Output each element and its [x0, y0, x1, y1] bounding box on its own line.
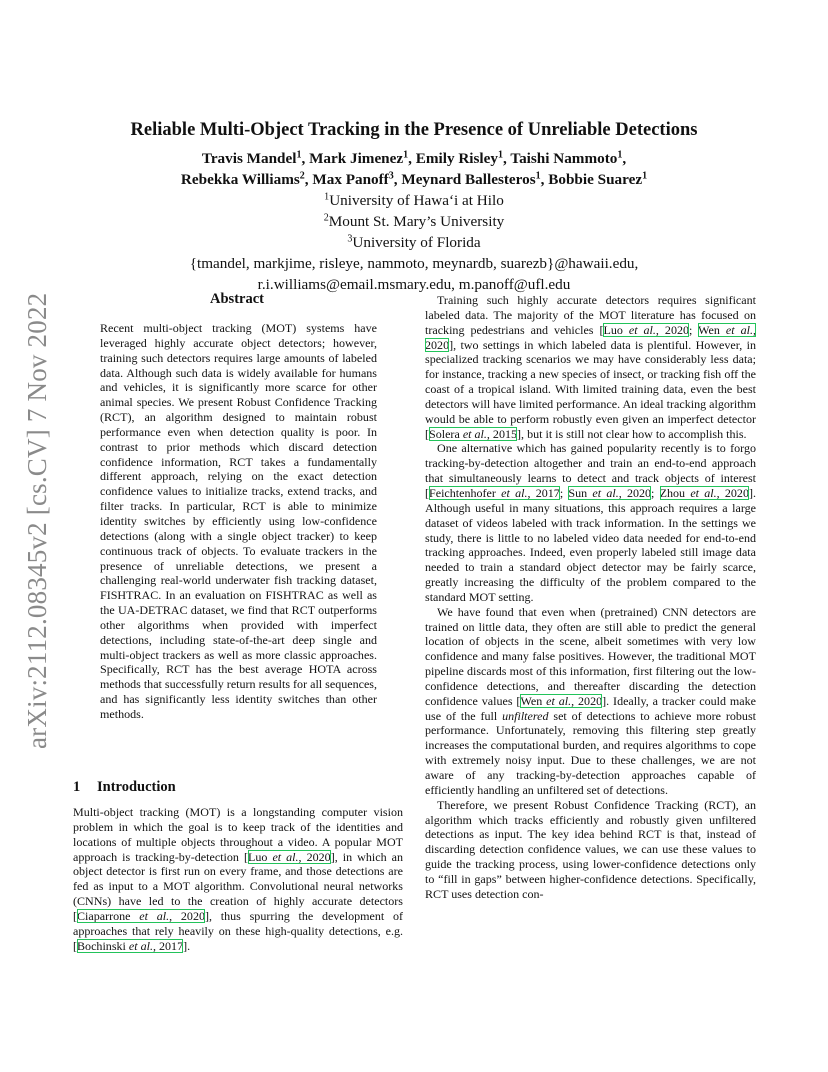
abstract-text: Recent multi-object tracking (MOT) systems have leveraged highly accurate object detectors; however, training such detectors requires large amounts of labeled data. Although such data is widely available for humans and vehicles, it is significantly more scarce for other animal species. We present Robust Confidence Tracking (RCT), an algorithm designed to maintain robust performance even when detection quality is poor. In contrast to prior methods which discard detection confidence information, RCT takes a fundamentally different approach, relying on the exact detection confidence values to initialize tracks, extend tracks, and filter tracks. In particular, RCT is able to minimize identity switches by efficiently using low-confidence detections (along with a single object tracker) to keep continuous track of objects. To evaluate trackers in the presence of unreliable detections, we present a challenging real-world underwater fish tracking dataset, FISHTRAC. In an evaluation on FISHTRAC as well as the UA-DETRAC dataset, we find that RCT outperforms other algorithms when provided with imperfect detections, including state-of-the-art deep single and multi-object trackers as well as more classic approaches. Specifically, RCT has the best average HOTA across methods that successfully return results for all sequences, and has significantly less identity switches than other methods. — [100, 321, 378, 721]
citation-link[interactable]: Solera et al., 2015 — [429, 426, 518, 441]
author-name: Taishi Nammoto — [510, 150, 618, 167]
affiliation-2: $^2$Mount St. Mary’s University — [323, 212, 505, 230]
paragraph: Training such highly accurate detectors requires significant labeled data. The majority of the MOT literature has focused on tracking pedestrians and vehicles [Luo et al., 2020; Wen et al., 2020], two settings in which labeled data is plentiful. However, in specialized tracking scenarios we may have considerably less data; for instance, tracking a new species of insect, or tracking fish off the coast of a tropical island. With limited training data, even the best detectors will have limited performance. An ideal tracking algorithm would be able to perform robustly even given an imperfect detector [Solera et al., 2015], but it is still not clear how to accomplish this. — [425, 293, 756, 441]
affiliation-1: $^1$University of Hawa‘i at Hilo — [324, 191, 504, 209]
citation-link[interactable]: Bochinski et al., 2017 — [77, 938, 184, 953]
author-name: Bobbie Suarez — [548, 171, 643, 188]
email-line-1: {tmandel, markjime, risleye, nammoto, meynardb, suarezb}@hawaii.edu, — [189, 255, 639, 272]
paragraph: We have found that even when (pretrained) CNN detectors are trained on little data, they often are still able to predict the general location of objects in the scene, albeit sometimes with very low confidence and many false positives. However, the traditional MOT pipeline discards most of this information, first filtering out the low-confidence detections, and thereafter discarding the detection confidence values [Wen et al., 2020]. Ideally, a tracker could make use of the full unfiltered set of detections to achieve more robust performance. Unfortunately, removing this filtering step greatly increases the computational burden, and requires algorithms to cope with extremely noisy input. Due to these challenges, we are not aware of any tracking-by-detection approaches capable of efficiently handling an unfiltered set of detections. — [425, 604, 756, 797]
paragraph: Multi-object tracking (MOT) is a longstanding computer vision problem in which the goal is to keep track of the identities and locations of multiple objects throughout a video. A popular MOT approach is tracking-by-detection [Luo et al., 2020], in which an object detector is first run on every frame, and those detections are fed as input to a MOT algorithm. Convolutional neural networks (CNNs) have led to the creation of highly accurate detectors [Ciaparrone et al., 2020], thus spurring the development of approaches that rely heavily on these high-quality detections, e.g. [Bochinski et al., 2017]. — [73, 805, 404, 953]
citation-link[interactable]: Ciaparrone et al., 2020 — [77, 908, 205, 923]
citation-link[interactable]: Wen et al., 2020 — [520, 693, 603, 708]
citation-link[interactable]: Wen et al., 2020 — [425, 322, 756, 352]
introduction-body — [73, 805, 403, 953]
paragraph: One alternative which has gained popularity recently is to forgo tracking-by-detection altogether and train an end-to-end approach that simultaneously learns to detect and track objects of interest [Feichtenhofer et al., 2017; Sun et al., 2020; Zhou et al., 2020]. Although useful in many situations, this approach requires a large dataset of videos labeled with track information. In the settings we study, there is little to no labeled video data needed for end-to-end tracking approaches. Indeed, even properly labeled still image data needed to train a standard object detector may be fairly scarce, greatly increasing the difficulty of the problem compared to the standard MOT setting. — [425, 441, 756, 604]
author-name: Max Panoff — [312, 171, 389, 188]
paper-title: Reliable Multi-Object Tracking in the Presence of Unreliable Detections — [130, 120, 698, 140]
author-line-2: Rebekka Williams$^2$, Max Panoff$^3$, Meynard Ballesteros$^1$, Bobbie Suarez$^1$ — [180, 170, 648, 188]
abstract-heading: Abstract — [210, 291, 264, 307]
author-name: Mark Jimenez — [309, 150, 404, 167]
author-name: Emily Risley — [415, 150, 498, 167]
author-name: Meynard Ballesteros — [401, 171, 536, 188]
right-column-body — [425, 293, 756, 902]
abstract-body — [100, 321, 377, 722]
citation-link[interactable]: Sun et al., 2020 — [568, 485, 652, 500]
author-name: Travis Mandel — [201, 150, 297, 167]
author-line-1: Travis Mandel$^1$, Mark Jimenez$^1$, Emily Risley$^1$, Taishi Nammoto$^1$, — [201, 149, 627, 167]
author-block — [60, 148, 768, 295]
arxiv-identifier: arXiv:2112.08345v2 [cs.CV] 7 Nov 2022 — [22, 292, 52, 750]
citation-link[interactable]: Luo et al., 2020 — [247, 849, 331, 864]
paragraph: Therefore, we present Robust Confidence Tracking (RCT), an algorithm which tracks efficiently and robustly given unfiltered detections as input. The key idea behind RCT is that, instead of discarding detection confidence values, we can use these values to guide the tracking process, using lower-confidence detections only to “fill in gaps” between higher-confidence detections. Specifically, RCT uses detection con- — [425, 797, 756, 901]
citation-link[interactable]: Zhou et al., 2020 — [659, 485, 749, 500]
email-line-2: r.i.williams@email.msmary.edu, m.panoff@ufl.edu — [257, 276, 571, 293]
affiliation-3: $^3$University of Florida — [347, 233, 481, 251]
citation-link[interactable]: Luo et al., 2020 — [603, 322, 690, 337]
citation-link[interactable]: Feichtenhofer et al., 2017 — [429, 485, 560, 500]
section-heading-introduction: 1 Introduction — [73, 779, 176, 795]
author-name: Rebekka Williams — [180, 171, 300, 188]
